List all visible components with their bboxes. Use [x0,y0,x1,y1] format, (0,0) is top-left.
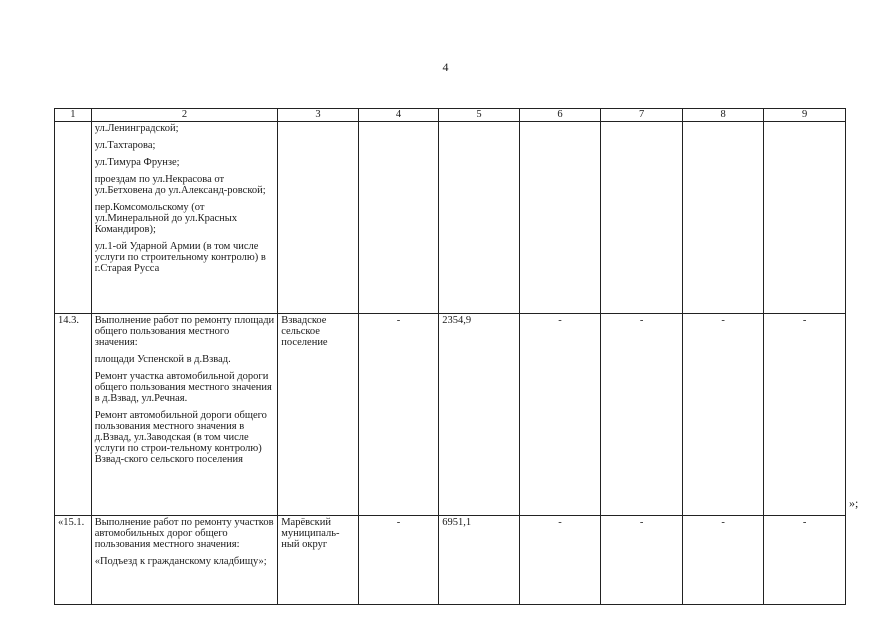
column-header: 1 [55,109,92,122]
column-header: 5 [439,109,520,122]
value-cell-4 [358,122,439,314]
value-cell-4: - [358,314,439,516]
municipality-cell: Марёвский муниципаль-ный округ [278,516,359,605]
value-cell-4: - [358,516,439,605]
value-cell-5 [439,122,520,314]
value-cell-9: - [764,516,846,605]
description-paragraph: ул.Тимура Фрунзе; [94,157,180,168]
description-paragraph: проездам по ул.Некрасова от ул.Бетховена до ул.Александ-ровской; [94,174,266,196]
column-header: 4 [358,109,439,122]
page-number: 4 [442,60,449,74]
column-header: 7 [601,109,683,122]
value-cell-5: 2354,9 [439,314,520,516]
description-paragraph: ул.Ленинградской; [94,123,179,134]
column-header: 2 [91,109,278,122]
value-cell-8: - [682,314,764,516]
value-cell-5: 6951,1 [439,516,520,605]
table-header-row [55,109,846,122]
work-description [91,516,278,605]
municipality-cell: Взвадское сельское поселение [278,314,359,516]
description-paragraph: Выполнение работ по ремонту участков автомобильных дорог общего пользования местного значения: [94,517,274,550]
value-cell-6: - [519,314,601,516]
row-number [55,122,92,314]
row-number: 14.3. [55,314,92,516]
column-header: 6 [519,109,601,122]
description-paragraph: Выполнение работ по ремонту площади общего пользования местного значения: [94,315,275,348]
value-cell-8: - [682,516,764,605]
value-cell-8 [682,122,764,314]
value-cell-7 [601,122,683,314]
value-cell-9 [764,122,846,314]
description-paragraph: «Подъезд к гражданскому кладбищу»; [94,556,267,567]
description-paragraph: ул.Тахтарова; [94,140,156,151]
municipality-cell [278,122,359,314]
description-paragraph: Ремонт автомобильной дороги общего пользования местного значения в д.Взвад, ул.Заводская (в том числе услуги по строи-тельному контролю) Взвад-ского сельского поселения [94,410,267,465]
closing-quote-mark: »; [849,496,859,510]
value-cell-9: - [764,314,846,516]
work-description [91,122,278,314]
column-header: 3 [278,109,359,122]
work-description [91,314,278,516]
description-paragraph: ул.1-ой Ударной Армии (в том числе услуги по строительному контролю) в г.Старая Русса [94,241,266,274]
description-paragraph: пер.Комсомольскому (от ул.Минеральной до ул.Красных Командиров); [94,202,238,235]
value-cell-6 [519,122,601,314]
column-header: 9 [764,109,846,122]
table-row [55,516,846,605]
column-header: 8 [682,109,764,122]
table-row [55,314,846,516]
document-table [54,108,846,605]
value-cell-6: - [519,516,601,605]
description-paragraph: Ремонт участка автомобильной дороги общего пользования местного значения в д.Взвад, ул.Речная. [94,371,272,404]
value-cell-7: - [601,516,683,605]
description-paragraph: площади Успенской в д.Взвад. [94,354,231,365]
table-row [55,122,846,314]
row-number: «15.1. [55,516,92,605]
value-cell-7: - [601,314,683,516]
